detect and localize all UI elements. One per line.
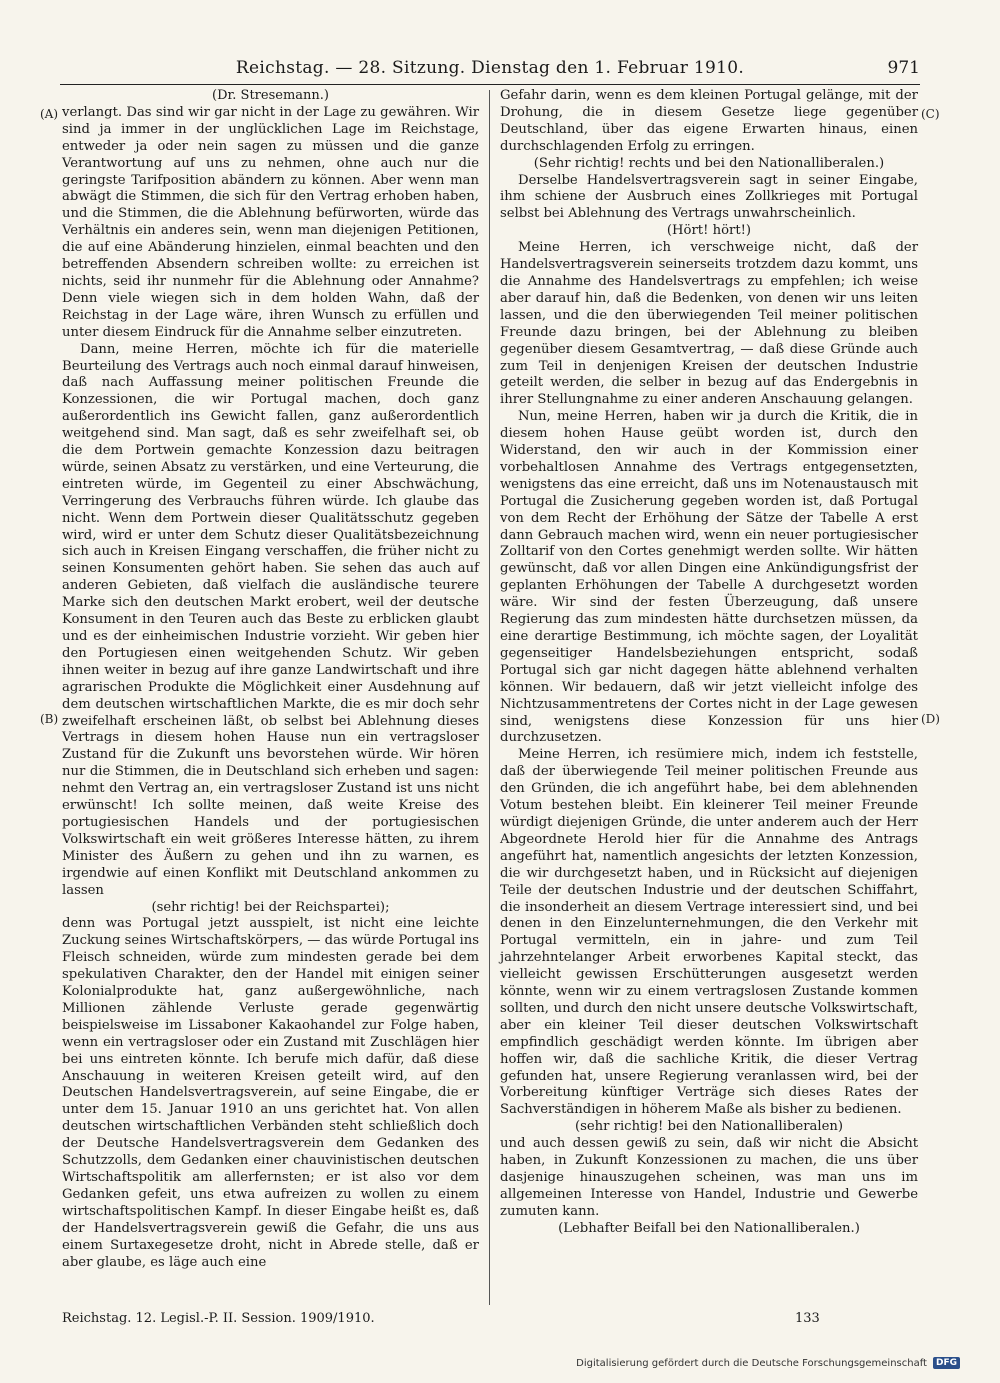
credit-text: Digitalisierung gefördert durch die Deutsche Forschungsgemeinschaft (576, 1357, 927, 1369)
paragraph: Derselbe Handelsvertragsverein sagt in seiner Eingabe, ihm schiene der Ausbruch eines Zollkrieges mit Portugal selbst bei Ablehnung des Vertrags unwahrscheinlich. (500, 172, 918, 222)
speaker-label: (Dr. Stresemann.) (212, 88, 329, 103)
digitization-credit (576, 1357, 960, 1369)
margin-mark-c: (C) (921, 107, 940, 121)
margin-mark-b: (B) (40, 712, 59, 726)
dfg-logo-icon: DFG (933, 1357, 960, 1369)
paragraph: Gefahr darin, wenn es dem kleinen Portugal gelänge, mit der Drohung, die in diesem Gesetze liege gegenüber Deutschland, über das eigene Erwarten hinaus, einen durchschlagenden Erfolg zu erringen. (500, 88, 918, 154)
column-divider (489, 90, 490, 1305)
footer-sheet-number: 133 (795, 1311, 820, 1326)
paragraph: Meine Herren, ich resümiere mich, indem ich feststelle, daß der überwiegende Teil meiner politischen Freunde aus den Gründen, die ich angeführt habe, bei dem ablehnenden Votum bestehen bleibt. Ein kleinerer Teil meiner Freunde würdigt diejenigen Gründe, die unter anderem auch der Herr Abgeordnete Herold hier für die Annahme des Antrags angeführt hat, namentlich angesichts der letzten Konzession, die wir durchgesetzt haben, und in Rücksicht auf diejenigen Teile der deutschen Industrie und der deutschen Schiffahrt, die insonderheit an diesem Vertrage interessiert sind, und bei denen in den Einzelunternehmungen, die den Verkehr mit Portugal vermitteln, ein in jahre- und zum Teil jahrzehntelanger Arbeit erworbenes Kapital steckt, das vielleicht gewissen Erschütterungen ausgesetzt werden könnte, wenn wir zu einem vertragslosen Zustande kommen sollten, und durch den nicht unsere deutsche Volkswirtschaft, aber ein kleiner Teil dieser deutschen Volkswirtschaft empfindlich geschädigt werden könnte. Im übrigen aber hoffen wir, daß die sachliche Kritik, die dieser Vertrag gefunden hat, unsere Regierung veranlassen wird, bei der Vorbereitung künftiger Verträge sich dieses Rates der Sachverständigen in höherem Maße als bisher zu bedienen. (500, 747, 918, 1118)
margin-mark-a: (A) (40, 107, 59, 121)
paragraph: Nun, meine Herren, haben wir ja durch die Kritik, die in diesem hohen Hause geübt worden ist, durch den Widerstand, den wir auch in der Kommission einer vorbehaltlosen Annahme des Vertrags entgegensetzten, wenigstens das eine erreicht, daß uns im Notenaustausch mit Portugal die Zusicherung gegeben worden ist, daß Portugal von dem Recht der Erhöhung der Sätze der Tabelle A erst dann Gebrauch machen wird, wenn ein neuer portugiesischer Zolltarif von den Cortes genehmigt werden sollte. Wir hätten gewünscht, daß vor allen Dingen eine Ankündigungsfrist der geplanten Erhöhungen der Tabelle A durchgesetzt worden wäre. Wir sind der festen Überzeugung, daß unsere Regierung das zum mindesten hätte durchsetzen müssen, da eine derartige Bestimmung, ich möchte sagen, der Loyalität gegenseitiger Handelsbeziehungen entspricht, sodaß Portugal sich gar nicht dagegen hätte ablehnend verhalten können. Wir bedauern, daß wir jetzt vielleicht infolge des Nichtzusammentretens der Cortes nicht in der Lage gewesen sind, wenigstens diese Konzession für uns hier durchzusetzen. (500, 409, 918, 746)
interjection: (Hört! hört!) (666, 223, 752, 239)
interjection: (sehr richtig! bei der Reichspartei); (151, 899, 390, 915)
paragraph: und auch dessen gewiß zu sein, daß wir nicht die Absicht haben, in Zukunft Konzessionen zu machen, die uns über dasjenige hinauszugehen scheinen, was man uns im allgemeinen Interesse von Handel, Industrie und Gewerbe zumuten kann. (500, 1136, 918, 1219)
page-header (60, 58, 920, 85)
interjection: (sehr richtig! bei den Nationalliberalen) (574, 1119, 844, 1135)
footer-signature: Reichstag. 12. Legisl.-P. II. Session. 1909/1910. (62, 1311, 375, 1326)
left-column (62, 88, 479, 1271)
page-title: Reichstag. — 28. Sitzung. Dienstag den 1. Februar 1910. (235, 58, 745, 78)
right-column (500, 88, 918, 1238)
paragraph: verlangt. Das sind wir gar nicht in der Lage zu gewähren. Wir sind ja immer in der unglücklichen Lage im Reichstage, entweder ja oder nein sagen zu müssen und die ganze Verantwortung auf uns zu nehmen, ohne auch nur die geringste Tarifposition abändern zu können. Aber wenn man abwägt die Stimmen, die sich für den Vertrag erhoben haben, und die Stimmen, die die Ablehnung befürworten, würde das Verhältnis ein anderes sein, wenn man diejenigen Petitionen, die auf eine Abänderung hinzielen, einmal beachten und den betreffenden Absendern schreiben wollte: zu erreichen ist nichts, seid ihr nunmehr für die Ablehnung oder Annahme? Denn viele wiegen sich in dem holden Wahn, daß der Reichstag in der Lage wäre, ihren Wunsch zu erfüllen und unter diesem Eindruck für die Annahme selber einzutreten. (62, 104, 479, 340)
interjection: (Sehr richtig! rechts und bei den Nationalliberalen.) (533, 155, 885, 171)
interjection: (Lebhafter Beifall bei den Nationalliberalen.) (558, 1220, 860, 1236)
page-number: 971 (887, 58, 920, 78)
paragraph: denn was Portugal jetzt ausspielt, ist nicht eine leichte Zuckung seines Wirtschaftskörpers, — das würde Portugal ins Fleisch schneiden, würde zum mindesten gerade bei dem spekulativen Charakter, den der Handel mit einigen seiner Kolonialprodukte hat, ganz außergewöhnliche, nach Millionen zählende Verluste gerade gegenwärtig beispielsweise im Lissaboner Kakaohandel zur Folge haben, wenn ein vertragsloser oder ein Zustand mit Zuschlägen hier bei uns eintreten könnte. Ich berufe mich dafür, daß diese Anschauung in weiteren Kreisen geteilt wird, auf den Deutschen Handelsvertragsverein, auf seine Eingabe, die er unter dem 15. Januar 1910 an uns gerichtet hat. Von allen deutschen wirtschaftlichen Verbänden steht schließlich doch der Deutsche Handelsvertragsverein dem Gedanken des Schutzzolls, dem Gedanken einer chauvinistischen deutschen Wirtschaftspolitik am allerfernsten; er ist also vor dem Gedanken gefeit, uns etwa aufreizen zu wollen zu einem wirtschaftspolitischen Kampf. In dieser Eingabe heißt es, daß der Handelsvertragsverein gewiß die Gefahr, die uns aus einem Surtaxegesetze droht, nicht in Abrede stelle, daß er aber glaube, es läge auch eine (62, 916, 479, 1270)
margin-mark-d: (D) (921, 712, 940, 726)
paragraph: Dann, meine Herren, möchte ich für die materielle Beurteilung des Vertrags auch noch einmal darauf hinweisen, daß nach Auffassung meiner politischen Freunde die Konzessionen, die wir Portugal machen, doch ganz außerordentlich ins Gewicht fallen, ganz außerordentlich weitgehend sind. Man sagt, daß es sehr zweifelhaft sei, ob die dem Portwein gemachte Konzession dazu beitragen würde, seinen Absatz zu verstärken, und eine Verteurung, die eintreten würde, im Gegenteil zu einer Abschwächung, Verringerung des Verbrauchs führen würde. Ich glaube das nicht. Wenn dem Portwein dieser Qualitätsschutz gegeben wird, wird er unter dem Schutz dieser Qualitätsbezeichnung sich auch in Kreisen Eingang verschaffen, die früher nicht zu seinen Konsumenten gehört haben. Sie sehen das auch auf anderen Gebieten, daß vielfach die ausländische teurere Marke sich den deutschen Markt erobert, weil der deutsche Konsument in den Teuren auch das Beste zu erblicken glaubt und es der einheimischen Industrie vorzieht. Wir geben hier den Portugiesen einen weitgehenden Schutz. Wir geben ihnen weiter in bezug auf ihre ganze Landwirtschaft und ihre agrarischen Produkte die Möglichkeit einer Ausdehnung auf dem deutschen wirtschaftlichen Markte, die es mir doch sehr zweifelhaft erscheinen läßt, ob selbst bei Ablehnung dieses Vertrags in diesem hohen Hause nun ein vertragsloser Zustand für die Zukunft uns bevorstehen würde. Wir hören nur die Stimmen, die in Deutschland sich erheben und sagen: nehmt den Vertrag an, ein vertragsloser Zustand ist uns nicht erwünscht! Ich sollte meinen, daß weite Kreise des portugiesischen Handels und der portugiesischen Volkswirtschaft ein weit größeres Interesse hätten, zu ihrem Minister des Äußern zu gehen und ihn zu warnen, es irgendwie auf einen Konflikt mit Deutschland ankommen zu lassen (62, 341, 479, 898)
paragraph: Meine Herren, ich verschweige nicht, daß der Handelsvertragsverein seinerseits trotzdem dazu kommt, uns die Annahme des Handelsvertrags zu empfehlen; ich weise aber darauf hin, daß die Bedenken, von denen wir uns leiten lassen, und die den überwiegenden Teil meiner politischen Freunde dazu bringen, bei der Ablehnung zu bleiben gegenüber diesem Gesamtvertrag, — daß diese Gründe auch zum Teil in denjenigen Kreisen der deutschen Industrie geteilt werden, die selber in bezug auf das Endergebnis in ihrer Stellungnahme zu einer anderen Anschauung gelangen. (500, 240, 918, 408)
